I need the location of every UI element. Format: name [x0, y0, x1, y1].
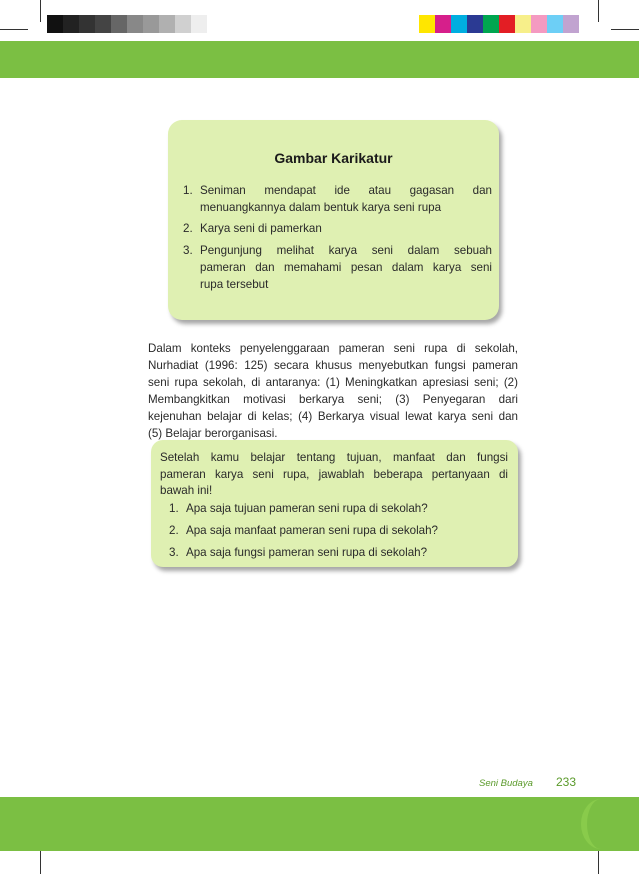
paragraph-line: Membangkitkan motivasi berkarya seni; (3) Penyegaran dari: [148, 393, 518, 406]
color-swatch: [47, 15, 63, 33]
color-swatch: [483, 15, 499, 33]
color-swatch: [143, 15, 159, 33]
crop-mark: [0, 29, 28, 30]
paragraph-line: Nurhadiat (1996: 125) secara khusus menyebutkan fungsi pameran: [148, 359, 518, 372]
question-number: 3.: [169, 546, 179, 559]
paragraph-line: kejenuhan belajar di kelas; (4) Berkarya visual lewat karya seni dan: [148, 410, 518, 423]
crop-mark: [611, 29, 639, 30]
list-number: 3.: [183, 244, 193, 257]
question-text: Apa saja fungsi pameran seni rupa di sekolah?: [186, 546, 428, 559]
intro-line: pameran karya seni rupa, jawablah beberapa pertanyaan di: [160, 467, 508, 481]
color-swatch: [63, 15, 79, 33]
paragraph-line: (5) Belajar berorganisasi.: [148, 427, 278, 440]
question-item: [169, 501, 509, 518]
question-text: Apa saja manfaat pameran seni rupa di sekolah?: [186, 524, 438, 537]
process-color-bar: [419, 15, 579, 33]
grayscale-color-bar: [47, 15, 207, 33]
list-text: Karya seni di pamerkan: [200, 222, 322, 235]
color-swatch: [191, 15, 207, 33]
task-intro: [160, 450, 508, 500]
color-swatch: [419, 15, 435, 33]
color-swatch: [563, 15, 579, 33]
color-swatch: [435, 15, 451, 33]
header-band: [0, 41, 639, 78]
list-item: [183, 221, 492, 238]
crop-mark: [40, 0, 41, 22]
list-number: 1.: [183, 184, 193, 197]
list-text: Pengunjung melihat karya seni dalam sebuah: [200, 244, 492, 257]
paragraph-line: Dalam konteks penyelenggaraan pameran seni rupa di sekolah,: [148, 342, 518, 355]
intro-line: bawah ini!: [160, 484, 213, 497]
color-swatch: [127, 15, 143, 33]
question-text: Apa saja tujuan pameran seni rupa di sekolah?: [186, 502, 428, 515]
color-swatch: [159, 15, 175, 33]
karikatur-card: [168, 120, 499, 320]
decorative-curl: [581, 799, 621, 849]
crop-mark: [598, 0, 599, 22]
page-number: 233: [556, 775, 577, 789]
color-swatch: [451, 15, 467, 33]
color-swatch: [111, 15, 127, 33]
list-text: menuangkannya dalam bentuk karya seni rupa: [200, 201, 442, 214]
footer-band: [0, 797, 639, 851]
color-swatch: [175, 15, 191, 33]
intro-line: Setelah kamu belajar tentang tujuan, manfaat dan fungsi: [160, 451, 508, 464]
question-item: [169, 545, 509, 562]
paragraph-line: seni rupa sekolah, di antaranya: (1) Meningkatkan apresiasi seni; (2): [148, 376, 518, 389]
list-text: pameran dan memahami pesan dalam karya seni: [200, 261, 492, 274]
color-swatch: [79, 15, 95, 33]
list-item: [183, 243, 492, 294]
card-title: Gambar Karikatur: [274, 150, 393, 166]
question-number: 2.: [169, 524, 179, 537]
list-number: 2.: [183, 222, 193, 235]
question-number: 1.: [169, 502, 179, 515]
body-paragraph: [148, 340, 518, 442]
task-card: [151, 440, 518, 567]
color-swatch: [499, 15, 515, 33]
color-swatch: [95, 15, 111, 33]
color-swatch: [515, 15, 531, 33]
book-title: Seni Budaya: [479, 778, 533, 789]
list-item: [183, 183, 492, 217]
list-text: rupa tersebut: [200, 278, 269, 291]
color-swatch: [467, 15, 483, 33]
question-item: [169, 523, 509, 540]
color-swatch: [531, 15, 547, 33]
color-swatch: [547, 15, 563, 33]
list-text: Seniman mendapat ide atau gagasan dan: [200, 184, 492, 197]
